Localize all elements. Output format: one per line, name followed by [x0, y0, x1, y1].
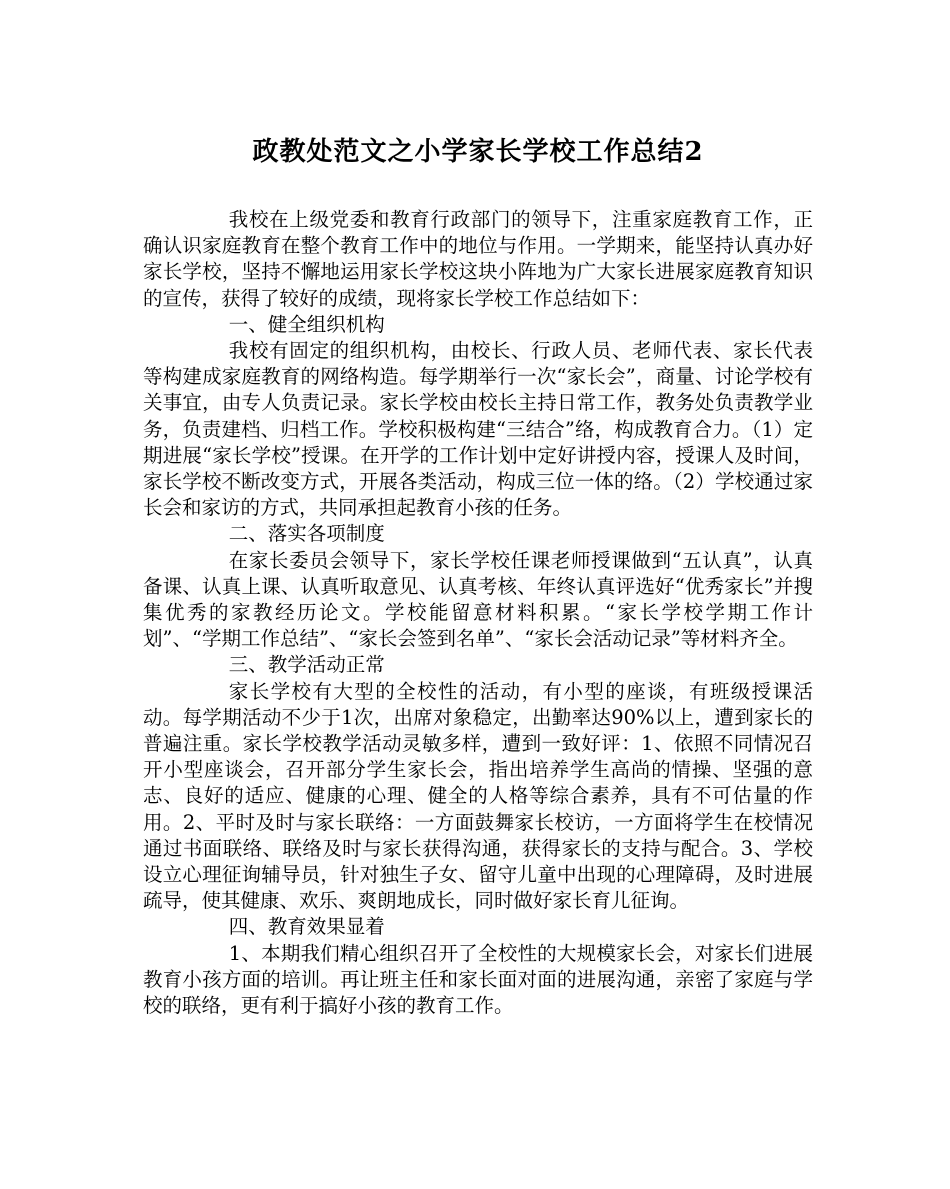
section-1-paragraph: 我校有固定的组织机构，由校长、行政人员、老师代表、家长代表等构建成家庭教育的网络构造。每学期举行一次“家长会”，商量、讨论学校有关事宜，由专人负责记录。家长学校由校长主持日常工作，教务处负责教学业务，负责建档、归档工作。学校积极构建“三结合”络，构成教育合力。（1）定期进展“家长学校”授课。在开学的工作计划中定好讲授内容，授课人及时间，家长学校不断改变方式，开展各类活动，构成三位一体的络。（2）学校通过家长会和家访的方式，共同承担起教育小孩的任务。 [143, 339, 813, 520]
section-heading-1: 一、健全组织机构 [228, 312, 385, 336]
section-4-paragraph: 1、本期我们精心组织召开了全校性的大规模家长会，对家长们进展教育小孩方面的培训。再让班主任和家长面对面的进展沟通，亲密了家庭与学校的联络，更有利于搞好小孩的教育工作。 [143, 941, 813, 1018]
section-heading-2: 二、落实各项制度 [228, 522, 385, 546]
document-title: 政教处范文之小学家长学校工作总结2 [252, 137, 704, 167]
section-2-paragraph: 在家长委员会领导下，家长学校任课老师授课做到“五认真”，认真备课、认真上课、认真听取意见、认真考核、年终认真评选好“优秀家长”并搜集优秀的家教经历论文。学校能留意材料积累。“家长学校学期工作计划”、“学期工作总结”、“家长会签到名单”、“家长会活动记录”等材料齐全。 [143, 548, 813, 651]
intro-paragraph: 我校在上级党委和教育行政部门的领导下，注重家庭教育工作，正确认识家庭教育在整个教育工作中的地位与作用。一学期来，能坚持认真办好家长学校，坚持不懈地运用家长学校这块小阵地为广大家长进展家庭教育知识的宣传，获得了较好的成绩，现将家长学校工作总结如下： [143, 208, 813, 310]
document-body [143, 207, 813, 1019]
section-heading-4: 四、教育效果显着 [228, 915, 385, 939]
section-heading-3: 三、教学活动正常 [228, 653, 385, 677]
section-3-paragraph: 家长学校有大型的全校性的活动，有小型的座谈，有班级授课活动。每学期活动不少于1次，出席对象稳定，出勤率达90%以上，遭到家长的普遍注重。家长学校教学活动灵敏多样，遭到一致好评：1、依照不同情况召开小型座谈会，召开部分学生家长会，指出培养学生高尚的情操、坚强的意志、良好的适应、健康的心理、健全的人格等综合素养，具有不可估量的作用。2、平时及时与家长联络：一方面鼓舞家长校访，一方面将学生在校情况通过书面联络、联络及时与家长获得沟通，获得家长的支持与配合。3、学校设立心理征询辅导员，针对独生子女、留守儿童中出现的心理障碍，及时进展疏导，使其健康、欢乐、爽朗地成长，同时做好家长育儿征询。 [143, 679, 813, 913]
